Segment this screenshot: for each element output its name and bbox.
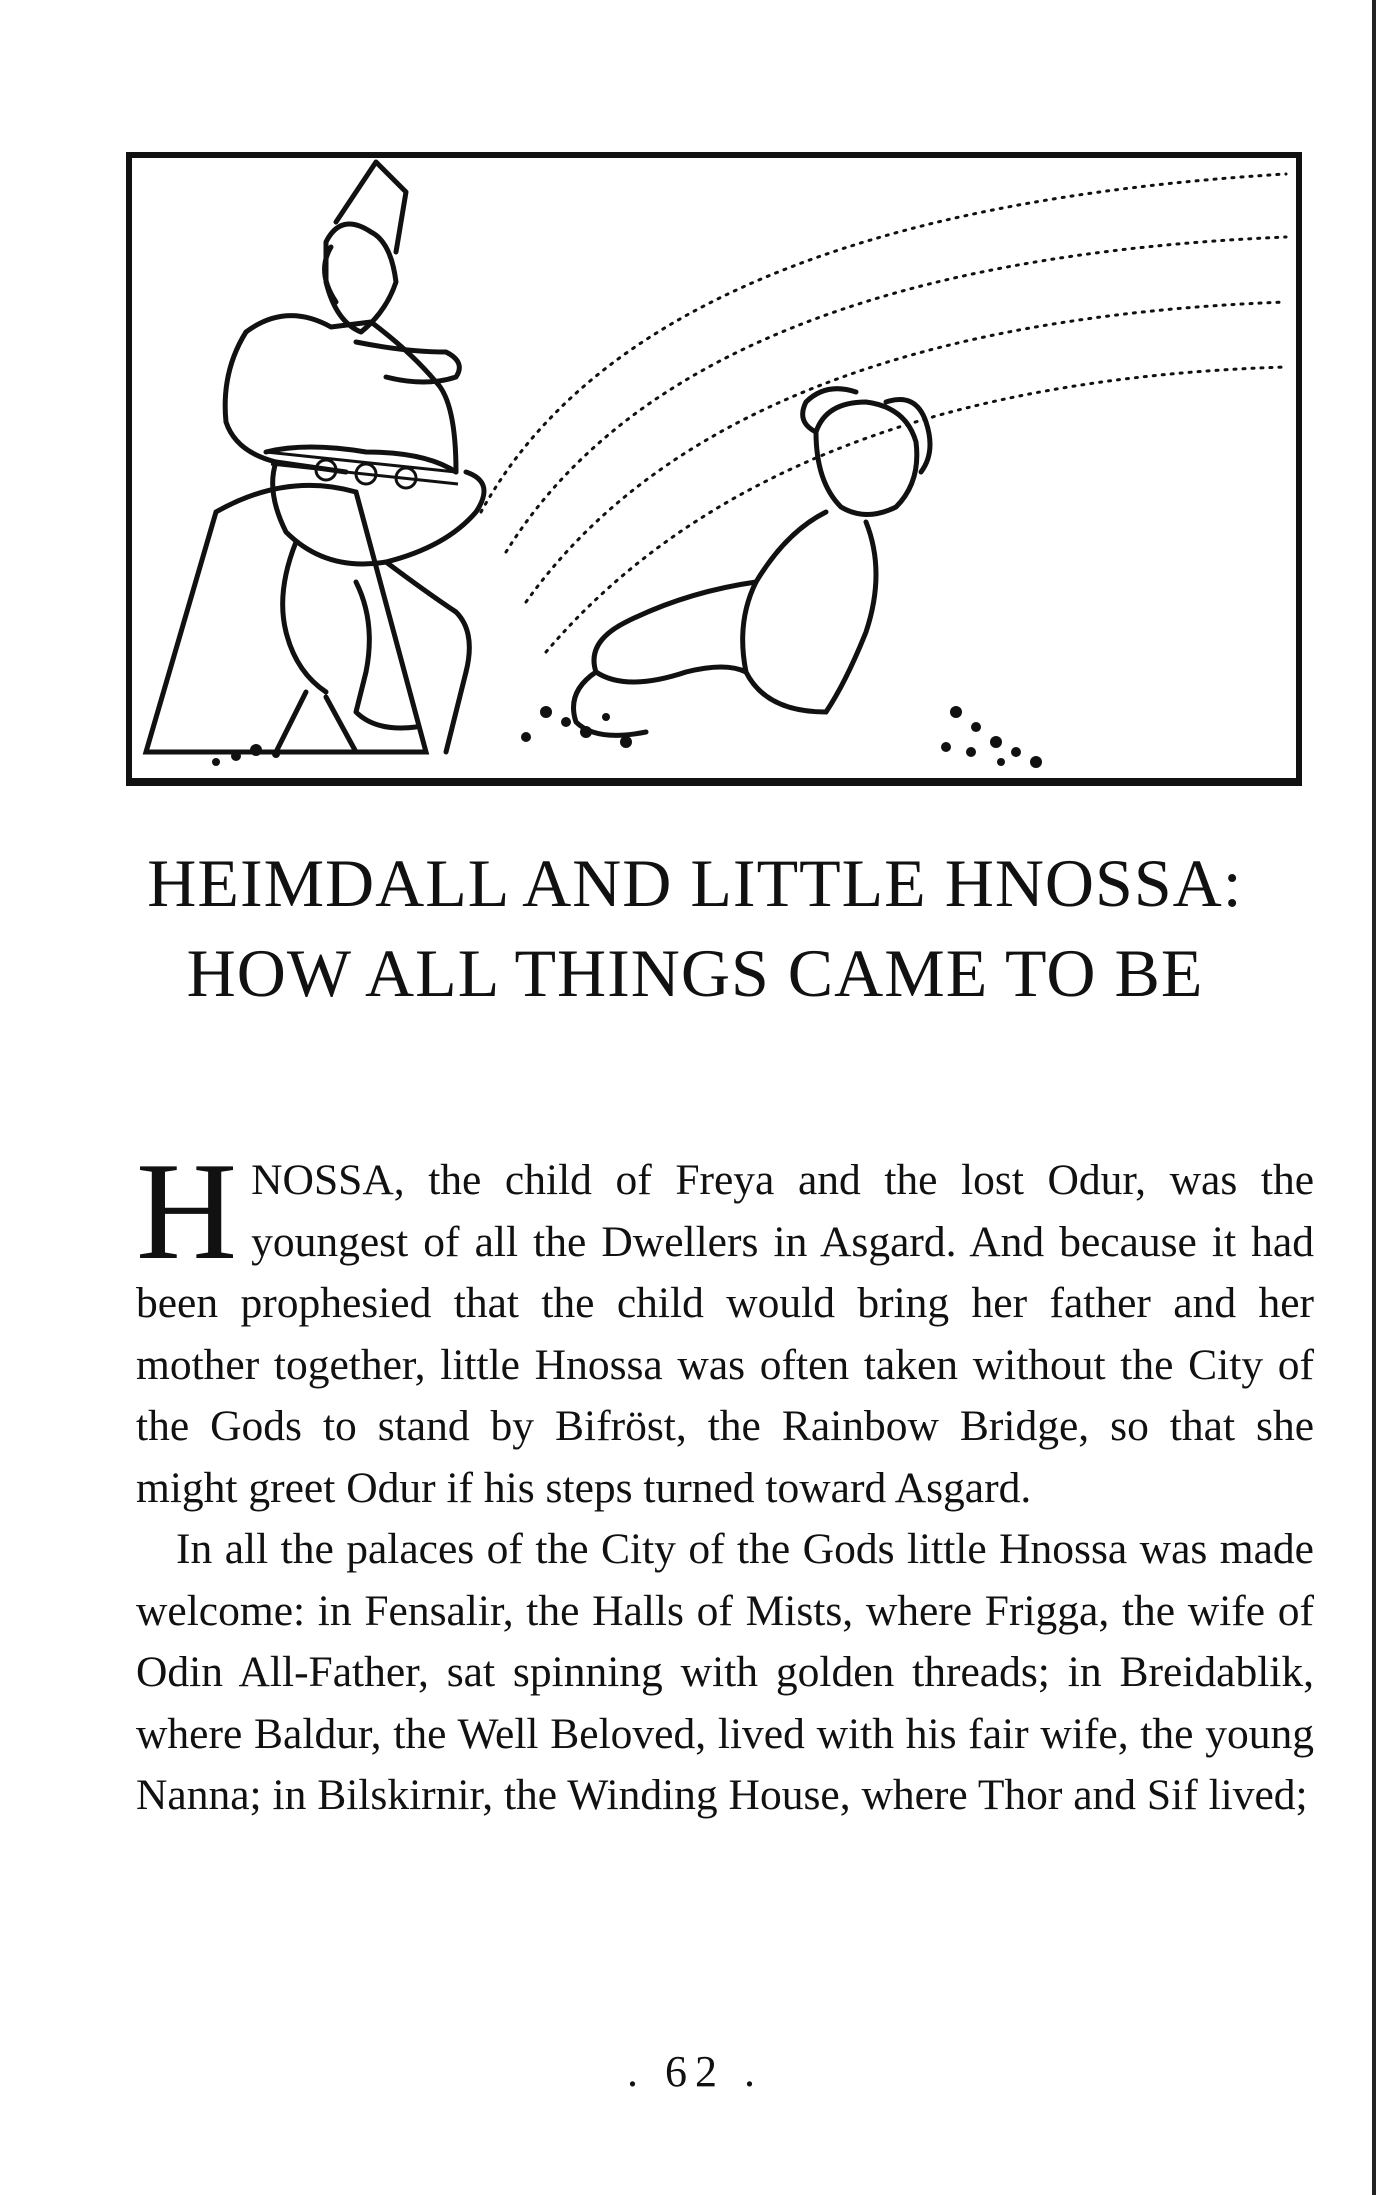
chapter-illustration — [126, 152, 1302, 786]
page-number: . 62 . — [627, 2047, 763, 2096]
chapter-title — [60, 838, 1330, 1018]
chapter-body — [136, 1134, 1314, 1827]
paragraph-2: In all the palaces of the City of the Gods little Hnossa was made welcome: in Fensalir, the Halls of Mists, where Frigga, the wife of Odin All-Father, sat spinning with golden threads; in Breidablik, where Baldur, the Well Beloved, lived with his fair wife, the young Nanna; in Bilskirnir, the Winding House, where Thor and Sif lived; — [136, 1525, 1314, 1819]
heimdall-and-hnossa-line-drawing-icon — [126, 152, 1302, 786]
chapter-title-line-1: HEIMDALL AND LITTLE HNOSSA: — [147, 845, 1243, 921]
chapter-title-line-2: HOW ALL THINGS CAME TO BE — [186, 935, 1204, 1011]
paragraph-1: HNOSSA, the child of Freya and the lost Odur, was the youngest of all the Dwellers in Asgard. And because it had been prophesied that the child would bring her father and her mother together, little Hnossa was often taken without the City of the Gods to stand by Bifröst, the Rainbow Bridge, so that she might greet Odur if his steps turned toward Asgard. — [136, 1134, 1314, 1512]
page-edge-rule — [1372, 0, 1376, 2195]
